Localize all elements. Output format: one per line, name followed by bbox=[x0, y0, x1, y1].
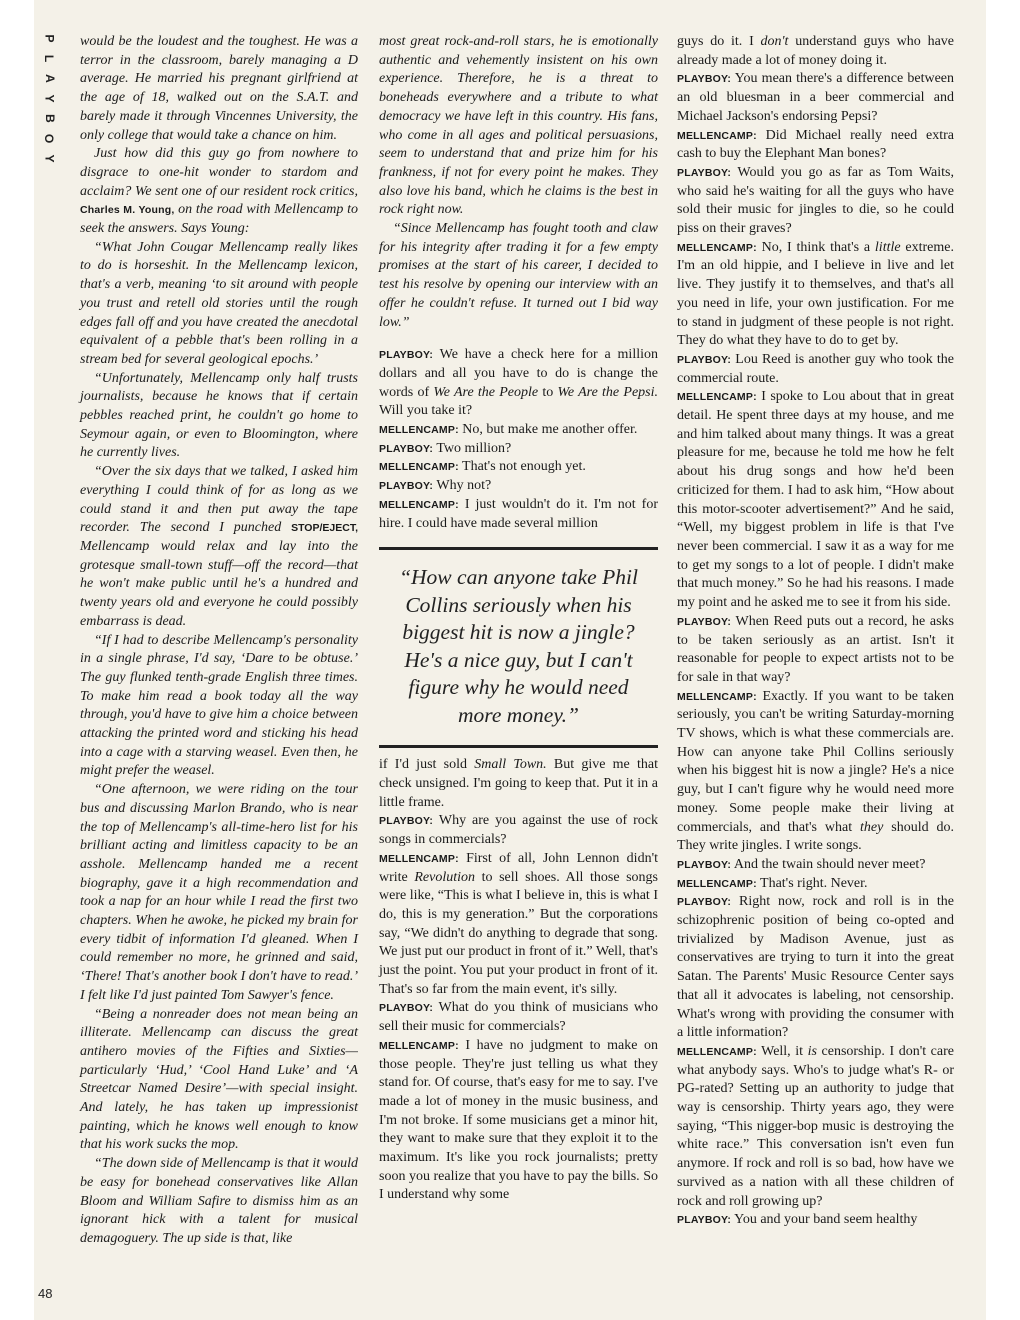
qa-entry: MELLENCAMP: First of all, John Lennon didn't write Revolution to sell shoes. All those songs were like, “This is what I believe in, this is what I do, this is my generation.” But the corporations say, “We didn't do anything to degrade that song. We just put our product in front of it.” Well, that's just the point. You put your product in front of it. That's so far from the main event, it's silly. bbox=[379, 850, 659, 997]
paragraph: “Unfortunately, Mellencamp only half trusts journalists, because he knows that if certain pebbles reached print, he couldn't go home to Seymour again, or even to Bloomington, where he currently lives. bbox=[80, 370, 358, 461]
page-number: 48 bbox=[38, 1286, 53, 1301]
qa-entry: PLAYBOY: Right now, rock and roll is in the schizophrenic position of being co-opted and trivialized by Madison Avenue, just as conservatives are trying to turn it into the great Satan. The Parents' Music Resource Center says that all it advocates is labeling, not censorship. What's wrong with providing the consumer with a little information? bbox=[677, 894, 954, 1041]
qa-entry: MELLENCAMP: I just wouldn't do it. I'm not for hire. I could have made several million bbox=[379, 496, 658, 531]
spine-letter: A bbox=[42, 74, 57, 83]
qa-entry: MELLENCAMP: Did Michael really need extra cash to buy the Elephant Man bones? bbox=[677, 127, 954, 162]
qa-entry: MELLENCAMP: No, I think that's a little extreme. I'm an old hippie, and I believe in live and let live. They justify it to themselves, and that's all you need in life, your own justification. For me to stand in judgment of these people is not right. They do what they have to do to get by. bbox=[677, 239, 954, 349]
qa-entry: PLAYBOY: And the twain should never meet? bbox=[677, 856, 926, 872]
paragraph: “Over the six days that we talked, I asked him everything I could think of for as long as we could stand it and then put away the tape recorder. The second I punched STOP/EJECT, Mellencamp would relax and lay into the grotesque small-town stuff—off the record—that he won't make public until he's a hundred and twenty years old and everyone he could possibly embarrass is dead. bbox=[80, 464, 358, 629]
paragraph: Just how did this guy go from nowhere to disgrace to one-hit wonder to stardom and acclaim? We sent one of our resident rock critics, Charles M. Young, on the road with Mellencamp to seek the answers. Says Young: bbox=[80, 146, 359, 237]
pull-quote: “How can anyone take Phil Collins seriously when his biggest hit is now a jingle? He's a nice guy, but I can't figure why he would need more money.” bbox=[379, 547, 658, 748]
paragraph: would be the loudest and the toughest. He was a terror in the classroom, barely managing a D average. He married his pregnant girlfriend at the age of 18, walked out on the S.A.T. and barely made it through Vincennes University, the only college that would take a chance on him. bbox=[80, 34, 358, 143]
intro-continued bbox=[379, 33, 658, 332]
qa-entry: MELLENCAMP: Well, it is censorship. I don't care what anybody says. Who's to judge what's R- or PG-rated? Setting up an authority to judge that way is censorship. Thirty years ago, they were saying, “This nigger-bop music is destroying the white race.” This conversation isn't even fun anymore. If rock and roll is so bad, how have we survived as a nation with all these children of rock and roll growing up? bbox=[677, 1043, 954, 1209]
spine-letter: Y bbox=[42, 94, 57, 103]
paragraph: “Being a nonreader does not mean being an illiterate. Mellencamp can discuss the great antihero movies of the Fifties and Sixties—particularly ‘Hud,’ ‘Cool Hand Luke’ and ‘A Streetcar Named Desire’—with special insight. And lately, he has taken up impressionist painting, which he knows well enough to know that his work sucks the mop. bbox=[80, 1006, 358, 1153]
qa-entry: PLAYBOY: When Reed puts out a record, he asks to be taken seriously as an artist. Isn't it reasonable for people to expect artists not to be for sale in that way? bbox=[677, 613, 954, 685]
qa-entry: MELLENCAMP: I have no judgment to make on those people. They're just telling us what they stand for. Of course, that's easy for me to say. I've made a lot of money in the music business, and I'm not broke. If some musicians get a minor hit, they want to make sure that they exploit it to the maximum. It's like you rock journalists; pretty soon you realize that you have to pay the bills. So I understand why some bbox=[379, 1037, 658, 1203]
small-caps-text: STOP/EJECT, bbox=[291, 522, 358, 535]
spine-letter: B bbox=[42, 114, 57, 123]
qa-entry: PLAYBOY: Why are you against the use of rock songs in commercials? bbox=[379, 813, 658, 848]
qa-entry: MELLENCAMP: That's not enough yet. bbox=[379, 459, 586, 475]
paragraph: “If I had to describe Mellencamp's personality in a single phrase, I'd say, ‘Dare to be obtuse.’ The guy flunked tenth-grade English three times. To make him read a book today all the way through, you'd have to give him a choice between attacking the printed word and sticking his head into a cage with a starving weasel. Even then, he might prefer the weasel. bbox=[80, 632, 358, 779]
qa-entry: PLAYBOY: You mean there's a difference between an old bluesman in a beer commercial and Michael Jackson's endorsing Pepsi? bbox=[677, 71, 954, 124]
qa-entry: MELLENCAMP: That's right. Never. bbox=[677, 875, 868, 891]
qa-entry: guys do it. I don't understand guys who have already made a lot of money doing it. bbox=[677, 34, 954, 68]
column-3 bbox=[677, 33, 954, 1230]
qa-entry: PLAYBOY: Two million? bbox=[379, 440, 512, 456]
qa-entry: PLAYBOY: Would you go as far as Tom Waits, who said he's waiting for all the guys who have sold their music for jingles to die, so he could piss on their graves? bbox=[677, 164, 954, 237]
spine-letter: Y bbox=[42, 154, 57, 163]
qa-entry: MELLENCAMP: I spoke to Lou about that in great detail. He spent three days at my house, and me and him talked about many things. It was a great pleasure for me, because he told me how he felt about his drug songs and how he'd been criticized for them. I had to ask him, “How about this motor-scooter advertisement?” And he said, “Well, my biggest problem in life is that I've never been commercial. I saw it as a way for me to get my songs to a lot of people. I didn't make that much money.” So he had his reasons. I made my point and he asked me to see it from his side. bbox=[677, 389, 954, 611]
qa-entry: PLAYBOY: You and your band seem healthy bbox=[677, 1212, 918, 1228]
paragraph: if I'd just sold Small Town. But give me that check unsigned. I'm going to keep that. Put it in a little frame. bbox=[379, 757, 658, 810]
paragraph: “What John Cougar Mellencamp really likes to do is horseshit. In the Mellencamp lexicon, that's a verb, meaning ‘to sit around with people you trust and retell old stories until the rough edges fall off and you have created the anecdotal equivalent of a pebble that's been rolling in a stream bed for several geological epochs.’ bbox=[80, 239, 358, 367]
spine-letter: P bbox=[42, 34, 57, 43]
qa-entry: PLAYBOY: What do you think of musicians who sell their music for commercials? bbox=[379, 1000, 658, 1035]
qa-entry: MELLENCAMP: No, but make me another offer. bbox=[379, 422, 638, 438]
qa-entry: PLAYBOY: We have a check here for a million dollars and all you have to do is change the words of We Are the People to We Are the Pepsi. Will you take it? bbox=[379, 347, 658, 419]
paragraph: “One afternoon, we were riding on the tour bus and discussing Marlon Brando, who is near the top of Mellencamp's all-time-hero list for his brilliant acting and limitless capacity to be an asshole. Mellencamp handed me a recent biography, gave it a high recommendation and took a nap for an hour while I read the first two chapters. When he awoke, he picked my brain for every tidbit of information I'd gleaned. When I could remember no more, he grinned and said, ‘There! That's another book I don't have to read.’ I felt like I'd just painted Tom Sawyer's fence. bbox=[80, 782, 358, 1003]
paragraph: most great rock-and-roll stars, he is emotionally authentic and vehemently insistent on his own experience. Therefore, he is a threat to boneheads everywhere and a tribute to what democracy we have left in this country. His fans, who come in all ages and political persuasions, seem to understand that and prize him for his frankness, if not for every point he makes. They also love his band, which he claims is the best in rock right now. bbox=[379, 34, 658, 218]
qa-entry: MELLENCAMP: Exactly. If you want to be taken seriously, you can't be writing Saturday-morning TV shows, which is what these commercials are. How can anyone take Phil Collins seriously when his biggest hit is now a jingle? He's a nice guy, but I can't figure why he would need more money. Some people make their living at commercials, and that's what they should do. They write jingles. I write songs. bbox=[677, 688, 954, 854]
paragraph: “The down side of Mellencamp is that it would be easy for bonehead conservatives like Allan Bloom and William Safire to dismiss him as an ignorant hick with a talent for musical demagoguery. The up side is that, like bbox=[80, 1156, 358, 1246]
spine-letter: L bbox=[42, 54, 57, 63]
author-name: Charles M. Young, bbox=[80, 204, 175, 217]
magazine-spine-title bbox=[40, 32, 58, 165]
qa-entry: PLAYBOY: Why not? bbox=[379, 478, 492, 494]
qa-entry: PLAYBOY: Lou Reed is another guy who took the commercial route. bbox=[677, 351, 954, 386]
spine-letter: O bbox=[42, 133, 57, 144]
column-1 bbox=[80, 33, 358, 1249]
paragraph: “Since Mellencamp has fought tooth and claw for his integrity after trading it for a few empty promises at the start of his career, I decided to test his resolve by opening our interview with an offer he couldn't refuse. It turned out I bid way low.” bbox=[379, 221, 658, 330]
column-2 bbox=[379, 33, 658, 1205]
